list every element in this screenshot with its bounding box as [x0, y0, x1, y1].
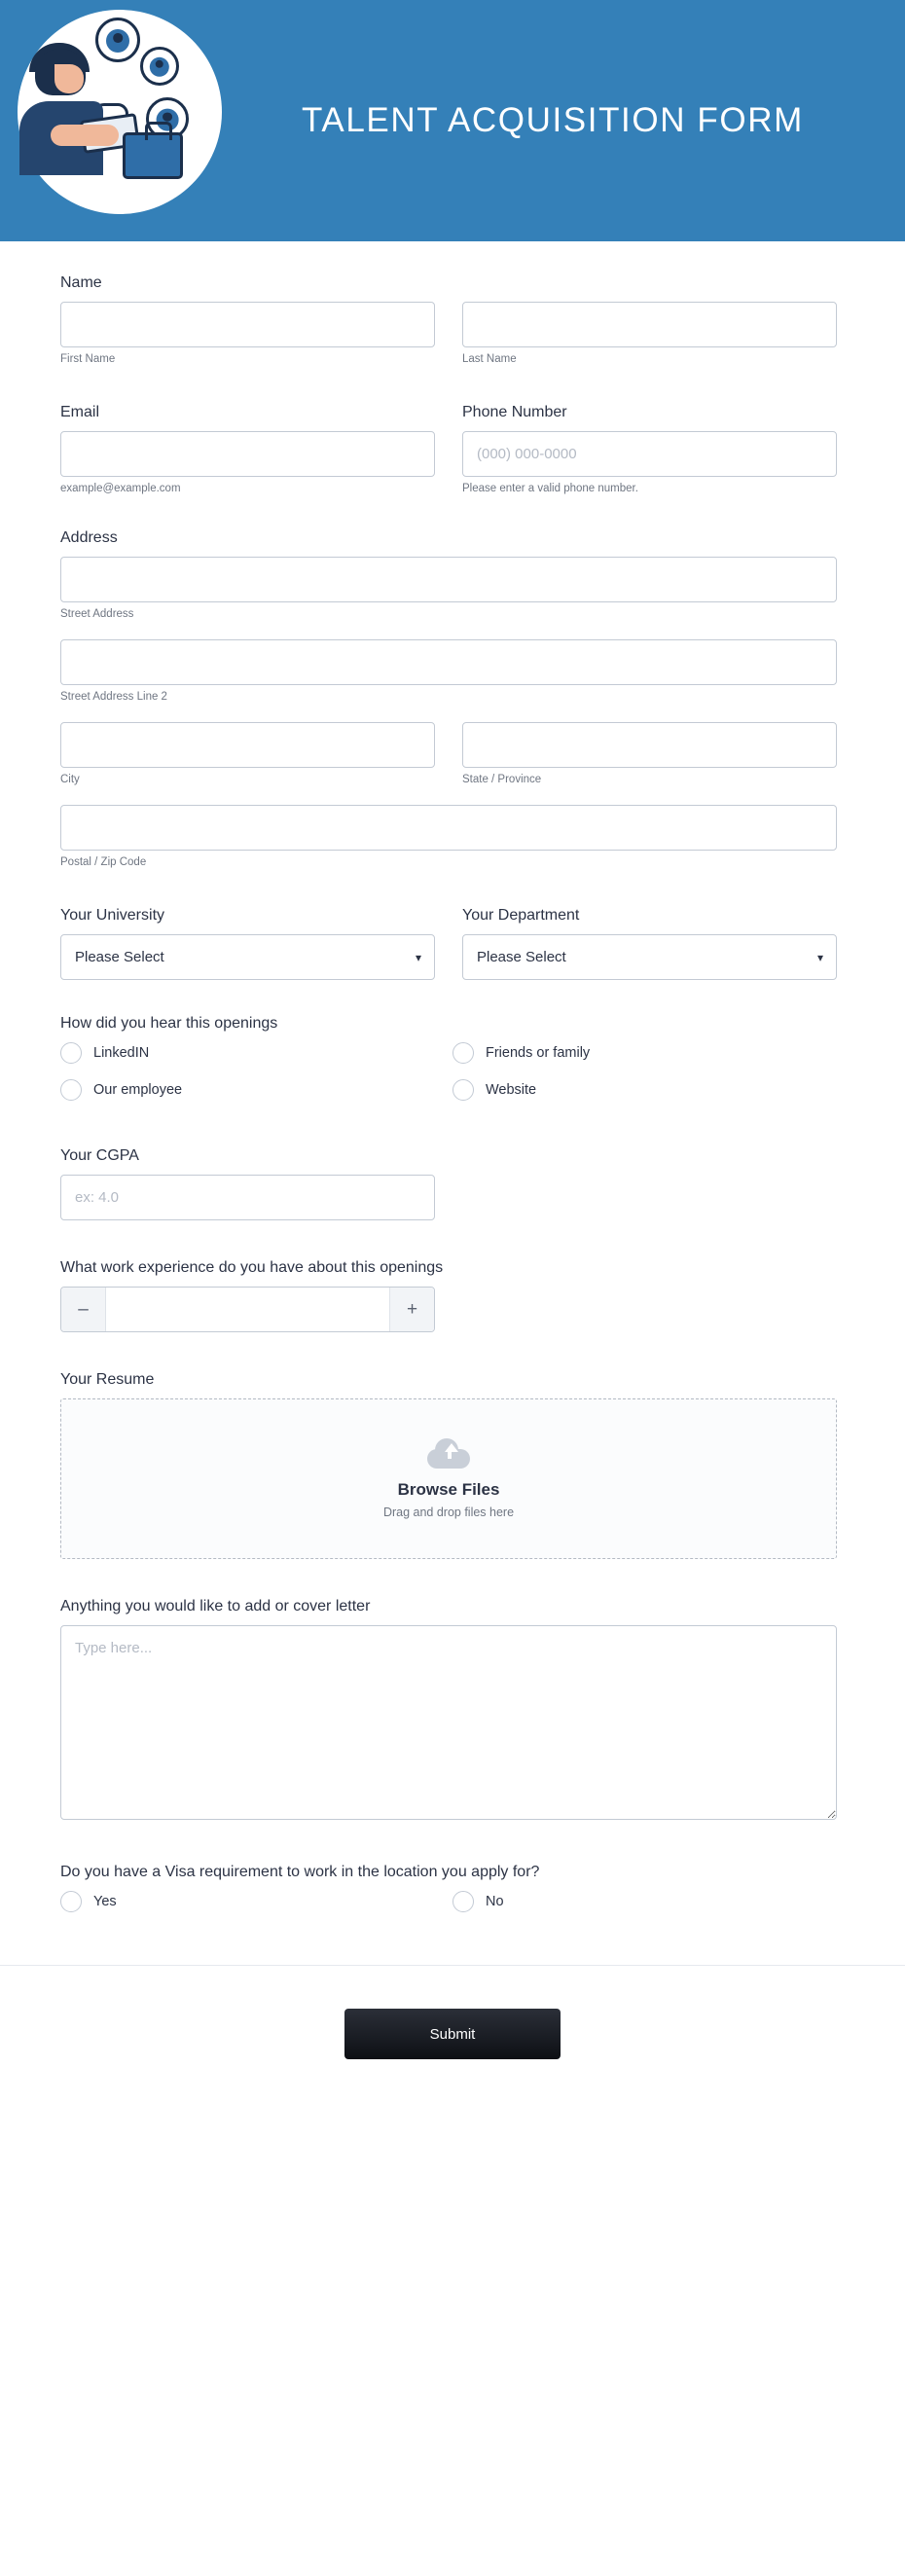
phone-field-group	[462, 404, 837, 494]
phone-label: Phone Number	[462, 404, 567, 420]
first-name-input[interactable]	[60, 302, 435, 347]
visa-radio-group	[60, 1891, 845, 1928]
street-address-2-sublabel: Street Address Line 2	[60, 691, 167, 703]
form-body	[0, 241, 905, 1928]
cover-letter-field-group	[60, 1598, 845, 1825]
visa-field-group	[60, 1864, 845, 1928]
email-field-group	[60, 404, 435, 494]
resume-label: Your Resume	[60, 1371, 155, 1388]
postal-col	[60, 805, 837, 868]
form-footer	[0, 1965, 905, 2106]
visa-label: Do you have a Visa requirement to work in the location you apply for?	[60, 1864, 540, 1880]
cgpa-label: Your CGPA	[60, 1147, 139, 1164]
cloud-upload-icon	[427, 1439, 470, 1469]
street-address-col	[60, 557, 837, 620]
radio-icon[interactable]	[452, 1079, 474, 1101]
street-address-input[interactable]	[60, 557, 837, 602]
email-sublabel: example@example.com	[60, 483, 181, 494]
radio-option-yes[interactable]	[60, 1891, 452, 1912]
cover-letter-label: Anything you would like to add or cover letter	[60, 1598, 371, 1615]
radio-icon[interactable]	[60, 1891, 82, 1912]
street-address-2-col	[60, 639, 837, 703]
stepper-decrement-button[interactable]: –	[61, 1288, 106, 1331]
experience-stepper[interactable]	[60, 1287, 435, 1332]
resume-field-group	[60, 1371, 845, 1559]
radio-label: Yes	[93, 1894, 117, 1909]
state-province-input[interactable]	[462, 722, 837, 768]
experience-input[interactable]	[106, 1288, 389, 1331]
avatar-bubble-icon	[140, 47, 179, 86]
page-title: TALENT ACQUISITION FORM	[302, 101, 804, 139]
radio-icon[interactable]	[60, 1079, 82, 1101]
email-label: Email	[60, 404, 100, 420]
form-header	[0, 0, 905, 241]
radio-icon[interactable]	[60, 1042, 82, 1064]
radio-icon[interactable]	[452, 1042, 474, 1064]
university-label: Your University	[60, 907, 165, 924]
email-input[interactable]	[60, 431, 435, 477]
radio-label: No	[486, 1894, 504, 1909]
experience-field-group	[60, 1259, 845, 1332]
phone-sublabel: Please enter a valid phone number.	[462, 483, 638, 494]
department-select[interactable]	[462, 934, 837, 980]
radio-option-website[interactable]	[452, 1079, 845, 1101]
radio-option-friends-family[interactable]	[452, 1042, 845, 1064]
chevron-down-icon: ▾	[816, 950, 823, 964]
radio-label: Website	[486, 1082, 537, 1098]
hear-about-field-group	[60, 1015, 845, 1116]
city-col	[60, 722, 435, 785]
state-province-sublabel: State / Province	[462, 774, 542, 785]
radio-option-our-employee[interactable]	[60, 1079, 452, 1101]
cgpa-input[interactable]	[60, 1175, 435, 1220]
first-name-col	[60, 302, 435, 365]
drag-drop-hint: Drag and drop files here	[382, 1505, 515, 1519]
briefcase-icon	[123, 132, 183, 179]
phone-input[interactable]	[462, 431, 837, 477]
university-department-row	[60, 907, 845, 980]
email-phone-row	[60, 404, 845, 494]
last-name-col	[462, 302, 837, 365]
department-field-group	[462, 907, 837, 980]
department-label: Your Department	[462, 907, 580, 924]
radio-icon[interactable]	[452, 1891, 474, 1912]
postal-code-input[interactable]	[60, 805, 837, 851]
radio-label: Our employee	[93, 1082, 183, 1098]
cover-letter-textarea[interactable]	[60, 1625, 837, 1820]
chevron-down-icon: ▾	[415, 950, 421, 964]
resume-upload-dropzone[interactable]	[60, 1398, 837, 1559]
postal-code-sublabel: Postal / Zip Code	[60, 856, 147, 868]
state-col	[462, 722, 837, 785]
stepper-increment-button[interactable]: +	[389, 1288, 434, 1331]
university-field-group	[60, 907, 435, 980]
city-input[interactable]	[60, 722, 435, 768]
street-address-2-input[interactable]	[60, 639, 837, 685]
city-sublabel: City	[60, 774, 80, 785]
radio-label: Friends or family	[486, 1045, 591, 1061]
hear-about-radio-group	[60, 1042, 845, 1116]
street-address-sublabel: Street Address	[60, 608, 134, 620]
submit-button[interactable]: Submit	[344, 2009, 561, 2059]
address-label: Address	[60, 529, 118, 546]
browse-files-button[interactable]: Browse Files	[397, 1479, 500, 1499]
experience-label: What work experience do you have about this openings	[60, 1259, 444, 1276]
first-name-sublabel: First Name	[60, 353, 116, 365]
name-field-group	[60, 274, 845, 365]
radio-option-no[interactable]	[452, 1891, 845, 1912]
address-field-group	[60, 529, 845, 868]
header-illustration	[0, 0, 243, 241]
hear-about-label: How did you hear this openings	[60, 1015, 278, 1032]
university-select[interactable]	[60, 934, 435, 980]
avatar-bubble-icon	[95, 18, 140, 62]
name-label: Name	[60, 274, 102, 291]
radio-option-linkedin[interactable]	[60, 1042, 452, 1064]
last-name-input[interactable]	[462, 302, 837, 347]
radio-label: LinkedIN	[93, 1045, 150, 1061]
last-name-sublabel: Last Name	[462, 353, 517, 365]
cgpa-field-group	[60, 1147, 845, 1220]
